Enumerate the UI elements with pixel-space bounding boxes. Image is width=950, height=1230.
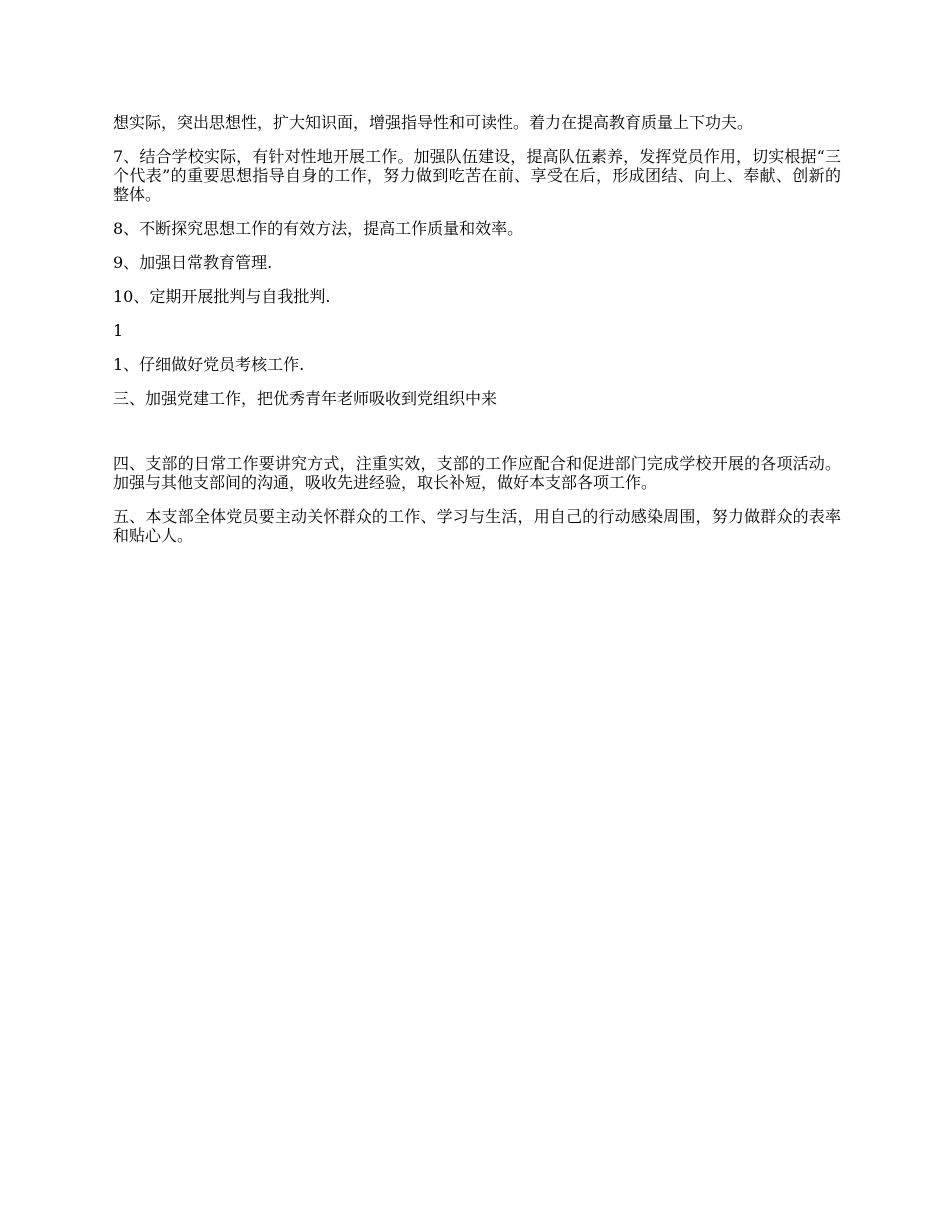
section-heading-3: 三、加强党建工作，把优秀青年老师吸收到党组织中来 <box>113 389 498 408</box>
paragraph-number-1: 1 <box>113 321 124 340</box>
paragraph-item-8: 8、不断探究思想工作的有效方法，提高工作质量和效率。 <box>113 219 524 238</box>
document-body <box>113 113 841 560</box>
blank-line <box>113 423 841 454</box>
paragraph-item-7: 7、结合学校实际，有针对性地开展工作。加强队伍建设，提高队伍素养，发挥党员作用，切实根据“三个代表”的重要思想指导自身的工作，努力做到吃苦在前、享受在后，形成团结、向上、奉献、创新的整体。 <box>113 147 841 204</box>
paragraph-item-10: 10、定期开展批判与自我批判. <box>113 287 331 306</box>
section-heading-5: 五、本支部全体党员要主动关怀群众的工作、学习与生活，用自己的行动感染周围，努力做群众的表率和贴心人。 <box>113 507 841 545</box>
paragraph-continuation: 想实际，突出思想性，扩大知识面，增强指导性和可读性。着力在提高教育质量上下功夫。 <box>113 113 754 132</box>
paragraph-item-9: 9、加强日常教育管理. <box>113 253 273 272</box>
section-heading-4: 四、支部的日常工作要讲究方式，注重实效，支部的工作应配合和促进部门完成学校开展的各项活动。加强与其他支部间的沟通，吸收先进经验，取长补短，做好本支部各项工作。 <box>113 454 841 492</box>
paragraph-item-1: 1、仔细做好党员考核工作. <box>113 355 305 374</box>
